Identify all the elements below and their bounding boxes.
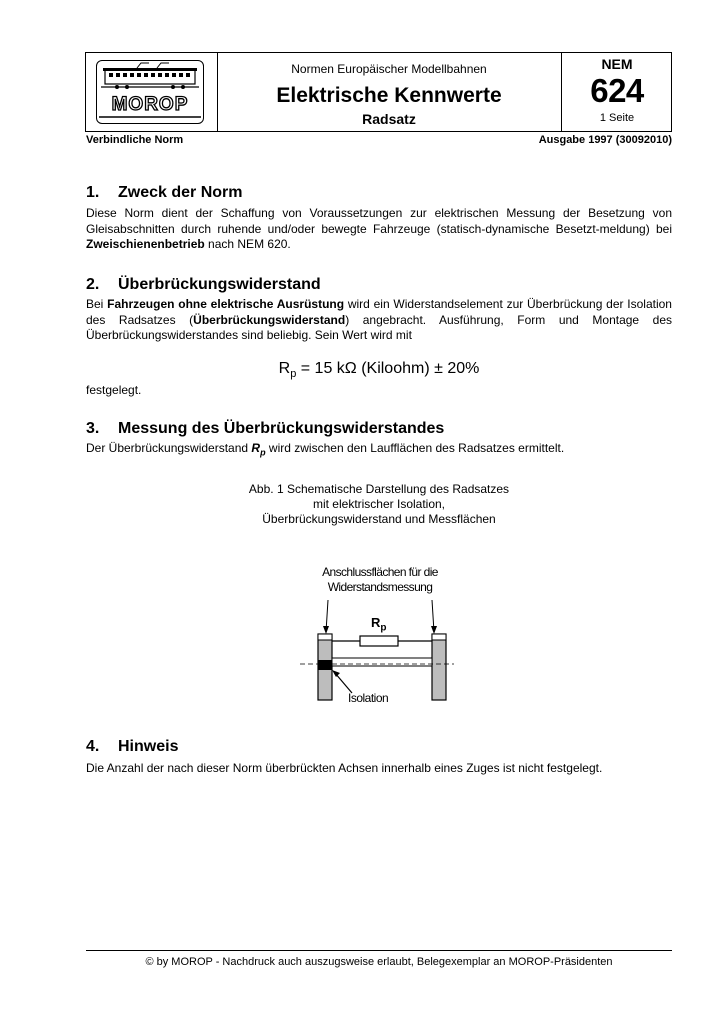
resistor-subscript: p	[380, 622, 387, 634]
logo-text: MOROP	[111, 94, 189, 115]
morop-logo	[96, 60, 204, 124]
section-heading	[86, 184, 242, 202]
resistance-formula	[86, 360, 672, 380]
edition: Ausgabe 1997 (30092010)	[538, 134, 672, 146]
logo-cell	[86, 53, 218, 131]
bold-text-run: Fahrzeugen ohne elektrische Ausrüstung	[107, 297, 345, 311]
document-title: Elektrische Kennwerte	[276, 84, 502, 107]
nem-label: NEM	[601, 56, 633, 72]
formula-subscript: p	[290, 368, 297, 381]
formula-value: = 15 kΩ (Kiloohm) ± 20%	[296, 360, 480, 377]
footer-divider	[86, 950, 672, 951]
label-line: Anschlussflächen für die	[322, 565, 438, 579]
document-header	[85, 52, 672, 132]
wheelset-diagram	[270, 560, 490, 720]
resistance-symbol: R	[251, 441, 261, 455]
section-title: Messung des Überbrückungswiderstandes	[118, 420, 445, 437]
resistor-symbol: R	[371, 615, 381, 630]
text-run: wird zwischen den Laufflächen des Radsatzes ermittelt.	[265, 441, 565, 455]
norm-status: Verbindliche Norm	[86, 134, 184, 146]
section-number: 4.	[86, 738, 100, 755]
isolation-label: Isolation	[348, 691, 389, 705]
text-run: wird ein Widerstandselement zur Überbrückung der Isolation des Radsatzes (	[86, 297, 672, 327]
label-line: Widerstandsmessung	[327, 580, 433, 594]
resistor-label	[371, 615, 387, 634]
formula-symbol: R	[278, 360, 291, 377]
document-subtitle: Radsatz	[362, 111, 416, 127]
contact-surface-label	[270, 565, 490, 595]
bold-text-run: Zweischienenbetrieb	[86, 237, 205, 251]
page-count: 1 Seite	[599, 112, 635, 124]
text-run: Diese Norm dient der Schaffung von Voraussetzungen zur elektrischen Messung der Besetzung von Gleisabschnitten durch ruhende und/oder bewegte Fahrzeuge (statisch-dynamische Besetzt-meldung) bei	[86, 206, 672, 236]
nem-cell	[561, 53, 672, 131]
section-paragraph	[86, 441, 672, 461]
text-run: ) angebracht. Ausführung, Form und Montage des Überbrückungswiderstandes sind beliebig. Sein Wert wird mit	[86, 312, 672, 342]
caption-line: mit elektrischer Isolation,	[312, 497, 446, 511]
caption-line: Überbrückungswiderstand und Messflächen	[262, 512, 496, 526]
caption-line: Abb. 1 Schematische Darstellung des Radsatzes	[248, 482, 510, 496]
nem-number: 624	[590, 72, 644, 109]
section-paragraph	[86, 297, 672, 344]
section-number: 1.	[86, 184, 100, 201]
section-paragraph	[86, 206, 672, 253]
section-title: Überbrückungswiderstand	[118, 276, 321, 293]
section-number: 2.	[86, 276, 100, 293]
figure-caption	[86, 482, 672, 527]
organization-name: Normen Europäischer Modellbahnen	[291, 62, 487, 76]
copyright-footer: © by MOROP - Nachdruck auch auszugsweise erlaubt, Belegexemplar an MOROP-Präsidenten	[145, 956, 613, 968]
text-run: nach NEM 620.	[204, 237, 291, 251]
text-run: Der Überbrückungswiderstand	[86, 441, 252, 455]
section-paragraph: Die Anzahl der nach dieser Norm überbrückten Achsen innerhalb eines Zuges ist nicht festgelegt.	[86, 761, 603, 775]
section-title: Hinweis	[118, 738, 179, 755]
text-run: Bei	[86, 297, 108, 311]
section-paragraph: festgelegt.	[86, 383, 142, 397]
section-heading	[86, 738, 178, 756]
resistance-subscript: p	[260, 447, 266, 458]
bold-text-run: Überbrückungswiderstand	[193, 312, 346, 327]
section-heading	[86, 276, 321, 294]
section-heading	[86, 420, 444, 438]
section-title: Zweck der Norm	[118, 184, 243, 201]
section-number: 3.	[86, 420, 100, 437]
